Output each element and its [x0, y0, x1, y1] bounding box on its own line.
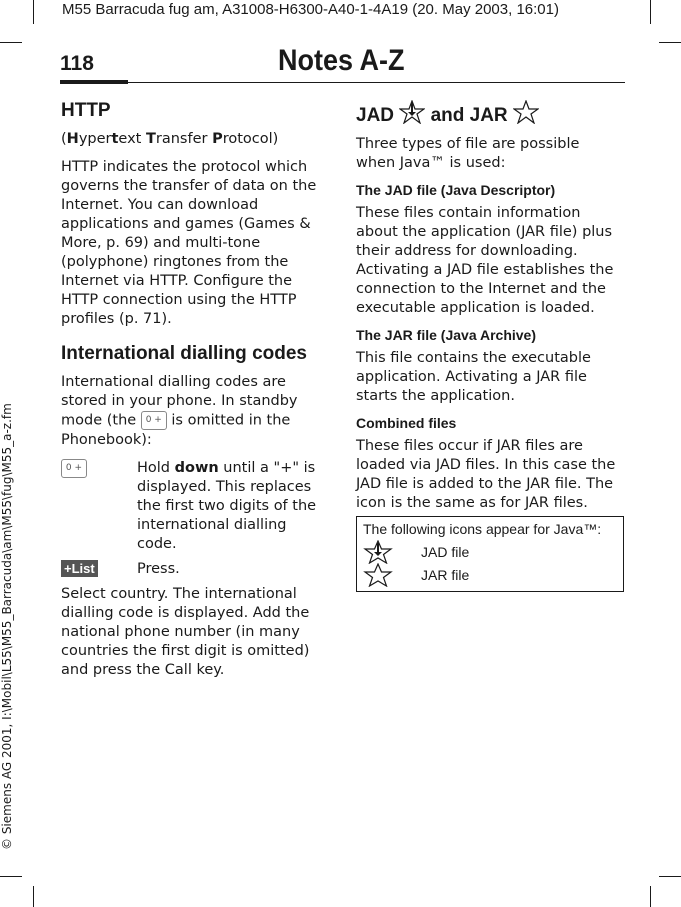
jar-file-label: JAR file — [421, 567, 470, 583]
box-title: The following icons appear for Java™: — [363, 521, 602, 537]
intl-intro: International dialling codes are stored in your phone. In standby mode (the 0 + is omitted in the Phonebook): — [61, 374, 298, 448]
jar-star-icon — [363, 563, 393, 587]
crop-mark — [33, 0, 34, 24]
zero-key-icon: 0 + — [61, 459, 87, 478]
crop-mark — [659, 876, 681, 877]
subheading-jad-file: The JAD file (Java Descriptor) — [356, 182, 556, 198]
heading-international-dialling: International dialling codes — [61, 343, 307, 364]
page-title: Notes A-Z — [278, 44, 405, 77]
jad-intro: Three types of file are possible when Java™ is used: — [356, 136, 580, 171]
jad-file-label: JAD file — [421, 544, 470, 560]
header-rule — [60, 82, 625, 83]
heading-jad-jar: JAD and JAR — [356, 100, 622, 127]
http-expansion: (Hypertext Transfer Protocol) — [61, 131, 279, 147]
crop-mark — [33, 886, 34, 907]
box-row-jar — [363, 564, 613, 586]
box-row-jad — [363, 541, 613, 563]
crop-mark — [0, 876, 22, 877]
zero-key-icon: 0 + — [141, 411, 167, 430]
list-softkey-icon: +List — [61, 560, 98, 577]
crop-mark — [659, 42, 681, 43]
crop-mark — [650, 0, 651, 24]
page-number: 118 — [60, 52, 94, 75]
right-column — [356, 100, 622, 522]
crop-mark — [0, 42, 22, 43]
step-press-list: +List Press. — [61, 560, 323, 579]
sidebar-copyright: © Siemens AG 2001, I:\Mobil\L55\M55_Barracuda\am\M55\fug\M55_a-z.fm — [0, 403, 14, 850]
heading-http: HTTP — [61, 100, 111, 121]
left-column — [61, 100, 323, 689]
jad-body: These files contain information about the application (JAR file) plus their address for downloading. Activating a JAD file establishes the connection to the Internet and the executable application is loaded. — [356, 205, 614, 316]
http-body: HTTP indicates the protocol which governs the transfer of data on the Internet. You can download applications and games (Games & More, p. 69) and multi-tone (polyphone) ringtones from the Internet via HTTP. Configure the HTTP connection using the HTTP profiles (p. 71). — [61, 159, 317, 327]
header-rule-accent — [60, 80, 128, 84]
step-hold-zero: 0 + Hold down until a "+" is displayed. This replaces the first two digits of the international dialling code. — [61, 459, 323, 554]
running-head: M55 Barracuda fug am, A31008-H6300-A40-1-4A19 (20. May 2003, 16:01) — [62, 1, 559, 18]
subheading-combined-files: Combined files — [356, 415, 457, 431]
combined-body: These files occur if JAR files are loaded via JAD files. In this case the JAD file is added to the JAR file. The icon is the same as for JAR files. — [356, 438, 616, 511]
crop-mark — [650, 886, 651, 907]
jad-star-icon — [363, 540, 393, 564]
jar-star-icon — [513, 100, 539, 124]
jad-star-icon — [399, 100, 425, 124]
intl-outro: Select country. The international dialling code is displayed. Add the national phone number (in many countries the first digit is omitted) and press the Call key. — [61, 585, 310, 678]
subheading-jar-file: The JAR file (Java Archive) — [356, 327, 536, 343]
jar-body: This file contains the executable application. Activating a JAR file starts the application. — [356, 350, 591, 404]
java-icons-box — [356, 516, 624, 592]
